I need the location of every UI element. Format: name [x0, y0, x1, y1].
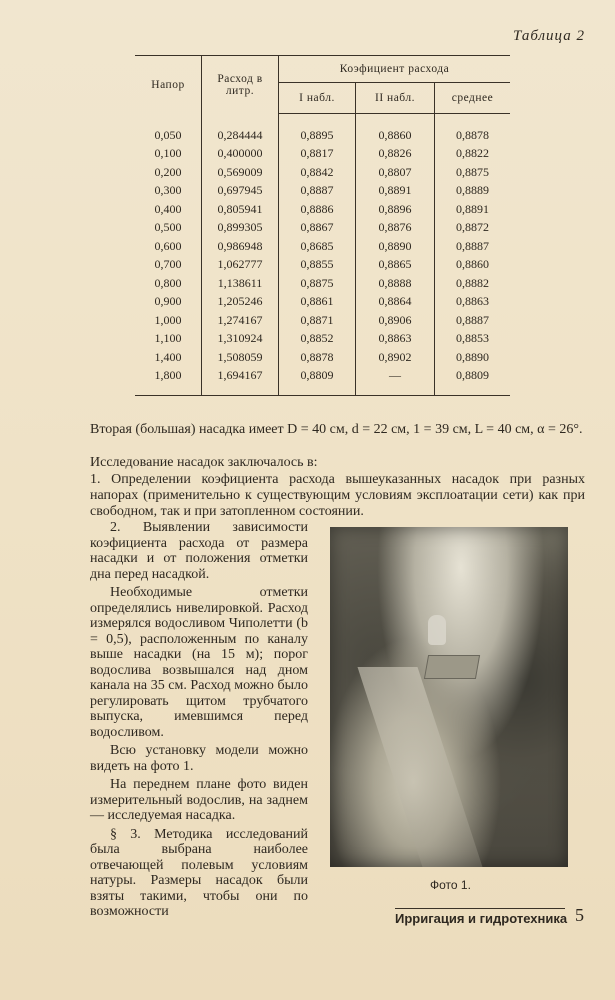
cell-flow: 0,986948 [202, 237, 279, 256]
table-row [135, 219, 510, 238]
cell-obs-1: 0,8875 [279, 274, 356, 293]
cell-head: 1,000 [154, 312, 182, 327]
header-head: Напор [135, 56, 202, 114]
cell-obs-1: 0,8855 [279, 256, 356, 275]
journal-title: Ирригация и гидротехника [395, 911, 568, 926]
cell-obs-1: 0,8878 [279, 348, 356, 367]
cell-obs-2: 0,8896 [356, 200, 435, 219]
cell-head: 0,200 [154, 164, 182, 179]
table-row [135, 200, 510, 219]
cell-obs-2: 0,8860 [356, 114, 435, 145]
table-row [135, 311, 510, 330]
cell-head: 0,600 [154, 238, 182, 253]
table-row [135, 145, 510, 164]
column-paragraph: § 3. Методика исследований была выбрана наиболее отвечающей полевым условиям натуры. Размеры насадок были взяты такими, чтобы они по возможности [90, 826, 308, 919]
photo-channel [358, 667, 483, 867]
cell-head: 0,900 [154, 294, 182, 309]
cell-obs-2: 0,8888 [356, 274, 435, 293]
cell-average: 0,8822 [435, 145, 511, 164]
flow-coefficient-table [135, 55, 510, 396]
cell-average: 0,8882 [435, 274, 511, 293]
cell-flow: 1,205246 [202, 293, 279, 312]
cell-flow: 0,569009 [202, 163, 279, 182]
column-paragraph: 2. Выявлении зависимости коэфициента расхода от размера насадки и от положения отметки дна перед насадкой. [90, 520, 308, 582]
cell-obs-2: 0,8865 [356, 256, 435, 275]
table-row [135, 348, 510, 367]
header-average: среднее [435, 83, 511, 114]
column-paragraph: Всю установку модели можно видеть на фото 1. [90, 743, 308, 774]
cell-head: 0,500 [154, 220, 182, 235]
cell-obs-2: 0,8902 [356, 348, 435, 367]
table-row [135, 274, 510, 293]
cell-head: 0,050 [154, 127, 182, 142]
cell-average: 0,8890 [435, 348, 511, 367]
cell-obs-1: 0,8817 [279, 145, 356, 164]
cell-obs-2: 0,8826 [356, 145, 435, 164]
paragraph-nozzle-dimensions: Вторая (большая) насадка имеет D = 40 см, d = 22 см, 1 = 39 см, L = 40 см, α = 26°. [90, 422, 583, 437]
cell-obs-2: 0,8876 [356, 219, 435, 238]
column-paragraph: Необходимые отметки определялись нивелировкой. Расход измерялся водосливом Чиполетти (b = 0,5), расположенным по каналу выше насадки (на 15 м); порог водослива возвышался над дном канала на 35 см. Расход можно было регулировать щитом трубчатого выпуска, имевшимся перед водосливом. [90, 585, 308, 740]
cell-obs-1: 0,8685 [279, 237, 356, 256]
cell-average: 0,8853 [435, 330, 511, 349]
cell-average: 0,8887 [435, 237, 511, 256]
table-row [135, 256, 510, 275]
cell-flow: 0,697945 [202, 182, 279, 201]
cell-flow: 1,694167 [202, 367, 279, 396]
table-row [135, 114, 510, 145]
cell-obs-1: 0,8895 [279, 114, 356, 145]
header-coefficient: Коэфициент расхода [279, 56, 511, 83]
cell-head: 0,400 [154, 201, 182, 216]
header-flow: Расход в литр. [202, 56, 279, 114]
cell-flow: 0,400000 [202, 145, 279, 164]
table-row [135, 293, 510, 312]
photo-experimental-setup [330, 527, 568, 867]
photo-caption: Фото 1. [430, 878, 471, 892]
header-obs-1: I набл. [279, 83, 356, 114]
table-row [135, 182, 510, 201]
cell-flow: 1,274167 [202, 311, 279, 330]
cell-flow: 0,899305 [202, 219, 279, 238]
paragraph-research-item-1: 1. Определении коэфициента расхода вышеуказанных насадок при разных напорах (применительно к существующим условиям эксплоатации сети) как при свободном, так и при затопленном состоянии. [90, 472, 585, 519]
cell-head: 1,800 [154, 368, 182, 383]
cell-head: 0,100 [154, 146, 182, 161]
cell-head: 0,800 [154, 275, 182, 290]
table-row [135, 163, 510, 182]
cell-obs-1: 0,8887 [279, 182, 356, 201]
cell-average: 0,8878 [435, 114, 511, 145]
cell-average: 0,8889 [435, 182, 511, 201]
cell-flow: 1,508059 [202, 348, 279, 367]
cell-flow: 1,138611 [202, 274, 279, 293]
cell-obs-1: 0,8852 [279, 330, 356, 349]
cell-obs-1: 0,8867 [279, 219, 356, 238]
cell-head: 0,300 [154, 183, 182, 198]
table-caption: Таблица 2 [513, 28, 585, 44]
cell-obs-2: — [356, 367, 435, 396]
cell-head: 1,400 [154, 349, 182, 364]
cell-obs-2: 0,8891 [356, 182, 435, 201]
cell-head: 0,700 [154, 257, 182, 272]
cell-obs-2: 0,8807 [356, 163, 435, 182]
cell-flow: 1,062777 [202, 256, 279, 275]
left-text-column [90, 520, 308, 923]
column-paragraph: На переднем плане фото виден измерительный водослив, на заднем — исследуемая насадка. [90, 777, 308, 823]
table-body [135, 114, 510, 396]
page-number: 5 [575, 905, 584, 925]
cell-obs-2: 0,8906 [356, 311, 435, 330]
photo-weir [424, 655, 480, 679]
table-row [135, 330, 510, 349]
cell-flow: 1,310924 [202, 330, 279, 349]
cell-flow: 0,284444 [202, 114, 279, 145]
cell-obs-1: 0,8886 [279, 200, 356, 219]
paragraph-research-intro: Исследование насадок заключалось в: [90, 455, 318, 470]
cell-obs-2: 0,8863 [356, 330, 435, 349]
cell-average: 0,8809 [435, 367, 511, 396]
cell-average: 0,8891 [435, 200, 511, 219]
cell-average: 0,8860 [435, 256, 511, 275]
table-row [135, 237, 510, 256]
cell-obs-2: 0,8890 [356, 237, 435, 256]
cell-head: 1,100 [154, 331, 182, 346]
footer-rule [395, 908, 565, 909]
header-obs-2: II набл. [356, 83, 435, 114]
cell-average: 0,8872 [435, 219, 511, 238]
cell-obs-1: 0,8861 [279, 293, 356, 312]
cell-obs-1: 0,8871 [279, 311, 356, 330]
cell-average: 0,8863 [435, 293, 511, 312]
cell-obs-2: 0,8864 [356, 293, 435, 312]
photo-person [428, 615, 446, 645]
cell-average: 0,8887 [435, 311, 511, 330]
cell-obs-1: 0,8809 [279, 367, 356, 396]
cell-average: 0,8875 [435, 163, 511, 182]
cell-obs-1: 0,8842 [279, 163, 356, 182]
table-row [135, 367, 510, 396]
cell-flow: 0,805941 [202, 200, 279, 219]
